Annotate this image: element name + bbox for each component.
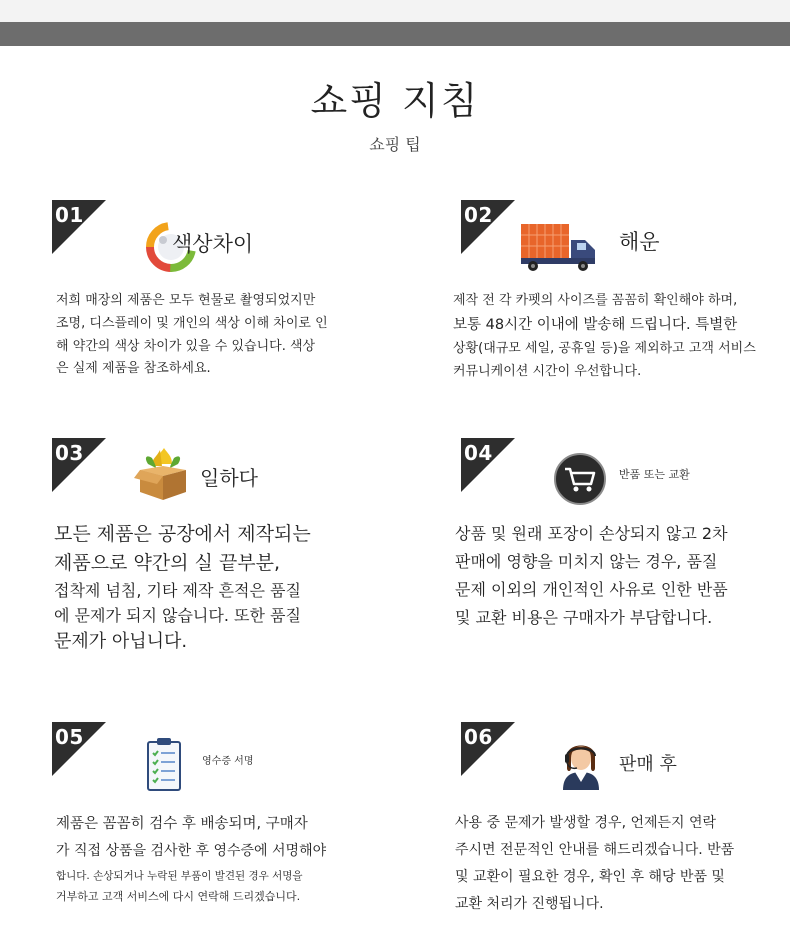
top-bar <box>0 22 790 46</box>
box-plant-icon <box>134 444 192 506</box>
description-line: 거부하고 고객 서비스에 다시 연락해 드리겠습니다. <box>56 890 301 904</box>
description-line: 상품 및 원래 포장이 손상되지 않고 2차 <box>455 524 728 543</box>
card-description <box>455 810 785 918</box>
description-line: 제품은 꼼꼼히 검수 후 배송되며, 구매자 <box>56 816 308 832</box>
page-subtitle: 쇼핑 팁 <box>369 135 421 154</box>
card-label: 색상차이 <box>172 232 254 256</box>
page-header <box>0 79 790 155</box>
delivery-truck-icon <box>519 218 599 278</box>
description-line: 주시면 전문적인 안내를 해드리겠습니다. 반품 <box>455 841 735 858</box>
shopping-cart-icon <box>553 452 607 510</box>
card-number: 05 <box>55 725 84 749</box>
card-number: 06 <box>464 725 493 749</box>
description-line: 상황(대규모 세일, 공휴일 등)을 제외하고 고객 서비스 <box>453 341 756 357</box>
description-line: 커뮤니케이션 시간이 우선합니다. <box>453 363 642 379</box>
description-line: 해 약간의 색상 차이가 있을 수 있습니다. 색상 <box>56 338 316 354</box>
card-label: 영수증 서명 <box>202 756 254 767</box>
card-number: 02 <box>464 203 493 227</box>
card-description <box>56 810 386 907</box>
description-line: 제품으로 약간의 실 끝부분, <box>54 552 281 575</box>
card-label: 일하다 <box>200 466 258 490</box>
card-description <box>56 290 386 381</box>
description-line: 합니다. 손상되거나 누락된 부품이 발견된 경우 서명을 <box>56 869 303 882</box>
card-number: 01 <box>55 203 84 227</box>
description-line: 교환 처리가 진행됩니다. <box>455 895 604 912</box>
description-line: 제작 전 각 카펫의 사이즈를 꼼꼼히 확인해야 하며, <box>453 293 738 308</box>
card-number: 03 <box>55 441 84 465</box>
card-description <box>455 520 775 632</box>
description-line: 조명, 디스플레이 및 개인의 색상 이해 차이로 인 <box>56 315 328 331</box>
card-after-sales <box>455 722 781 922</box>
description-line: 저희 매장의 제품은 모두 현물로 촬영되었지만 <box>56 293 316 308</box>
card-number: 04 <box>464 441 493 465</box>
customer-service-agent-icon <box>557 734 605 796</box>
description-line: 및 교환 비용은 구매자가 부담합니다. <box>455 608 713 627</box>
description-line: 사용 중 문제가 발생할 경우, 언제든지 연락 <box>455 815 717 831</box>
description-line: 은 실제 제품을 참조하세요. <box>56 361 211 377</box>
clipboard-checklist-icon <box>146 736 182 796</box>
card-label: 해운 <box>619 230 660 254</box>
card-label: 반품 또는 교환 <box>619 468 690 481</box>
description-line: 접착제 넘침, 기타 제작 흔적은 품질 <box>54 580 301 600</box>
page-title: 쇼핑 지침 <box>310 79 480 123</box>
description-line: 판매에 영향을 미치지 않는 경우, 품질 <box>455 552 718 571</box>
card-color-difference <box>52 200 372 400</box>
description-line: 보통 48시간 이내에 발송해 드립니다. 특별한 <box>453 316 738 333</box>
card-receipt-signature <box>52 722 372 922</box>
description-line: 가 직접 상품을 검사한 후 영수증에 서명해야 <box>56 843 327 860</box>
description-line: 모든 제품은 공장에서 제작되는 <box>54 523 311 545</box>
card-workmanship <box>52 438 372 678</box>
card-shipping <box>453 200 781 400</box>
card-label: 판매 후 <box>619 754 677 775</box>
description-line: 문제가 아닙니다. <box>54 631 188 653</box>
card-description <box>54 520 374 656</box>
top-strip <box>0 0 790 22</box>
card-return-exchange <box>455 438 781 638</box>
description-line: 문제 이외의 개인적인 사유로 인한 반품 <box>455 580 728 599</box>
description-line: 에 문제가 되지 않습니다. 또한 품질 <box>54 605 301 625</box>
description-line: 및 교환이 필요한 경우, 확인 후 해당 반품 및 <box>455 868 725 885</box>
card-description <box>453 290 783 384</box>
